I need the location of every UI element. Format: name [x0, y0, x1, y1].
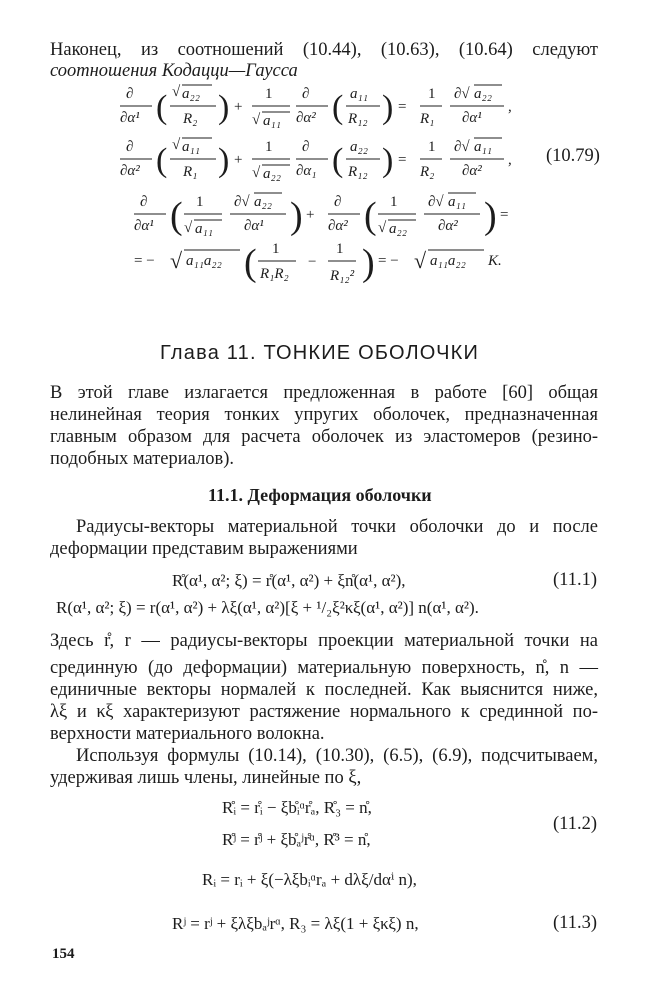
svg-text:+: +: [234, 152, 243, 168]
equation-11-1-line-1: R̊(α¹, α²; ξ) = r̊(α¹, α²) + ξn̊(α¹, α²),: [172, 571, 406, 590]
svg-text:): ): [290, 195, 303, 237]
svg-text:√: √: [378, 220, 387, 236]
svg-text:=: =: [398, 99, 407, 115]
svg-text:(: (: [332, 142, 344, 179]
paragraph-2-line-2: срединную (до деформации) материальную поверхность, n̊, n —: [50, 658, 598, 678]
svg-text:a₂₂: a₂₂: [350, 139, 368, 155]
svg-text:K.: K.: [488, 253, 502, 269]
svg-text:=: =: [398, 152, 407, 168]
equation-row-1: [120, 84, 512, 129]
equation-11-2-line-2: R̊ʲ = r̊ʲ + ξb̊ₐʲr̊ᵅ, R̊³ = n̊,: [222, 830, 371, 849]
svg-text:): ): [218, 89, 230, 126]
intro-line-1: Наконец, из соотношений (10.44), (10.63), (10.64) следуют: [50, 40, 598, 60]
svg-text:∂α¹: ∂α¹: [134, 218, 154, 234]
svg-text:∂: ∂: [302, 139, 310, 155]
svg-text:+: +: [234, 99, 243, 115]
svg-text:a₁₁: a₁₁: [263, 113, 281, 129]
svg-text:a₁₁: a₁₁: [195, 221, 213, 237]
svg-text:∂√: ∂√: [234, 194, 250, 210]
svg-text:√: √: [252, 112, 261, 128]
svg-text:1: 1: [390, 194, 398, 210]
svg-text:∂√: ∂√: [454, 139, 470, 155]
chapter-title: Глава 11. ТОНКИЕ ОБОЛОЧКИ: [160, 342, 480, 364]
svg-text:a₁₁: a₁₁: [350, 86, 368, 102]
svg-text:R₂: R₂: [420, 164, 435, 180]
svg-text:R₂: R₂: [183, 111, 198, 127]
svg-text:,: ,: [508, 152, 512, 168]
svg-text:a₁₁a₂₂: a₁₁a₂₂: [430, 253, 466, 269]
svg-text:): ): [382, 89, 394, 126]
svg-text:√: √: [172, 137, 181, 153]
svg-text:+: +: [306, 207, 315, 223]
svg-text:a₂₂: a₂₂: [254, 194, 272, 210]
svg-text:∂: ∂: [302, 86, 310, 102]
svg-text:a₁₁: a₁₁: [448, 194, 466, 210]
svg-text:1: 1: [428, 86, 436, 102]
svg-text:√: √: [170, 248, 183, 273]
paragraph-3-line-2: удерживая лишь члены, линейные по ξ,: [50, 768, 362, 788]
svg-text:1: 1: [265, 86, 273, 102]
equation-11-3-line-2: Rʲ = rʲ + ξλξbₐʲrᵅ, R₃ = λξ(1 + ξκξ) n,: [172, 914, 419, 933]
paragraph-2-line-3: единичные векторы нормалей к последней. Как выяснится ниже,: [50, 680, 598, 700]
svg-text:1: 1: [428, 139, 436, 155]
svg-text:(: (: [156, 142, 168, 179]
svg-text:(: (: [170, 195, 183, 237]
svg-text:∂: ∂: [140, 194, 148, 210]
svg-text:∂α²: ∂α²: [120, 163, 140, 179]
equation-row-2: [120, 137, 512, 182]
equation-11-2-line-1: R̊ᵢ = r̊ᵢ − ξb̊ᵢᵅr̊ₐ, R̊₃ = n̊,: [222, 798, 372, 817]
svg-text:a₁₁: a₁₁: [474, 139, 492, 155]
codazzi-gauss-equations: [0, 82, 659, 302]
svg-text:√: √: [184, 220, 193, 236]
equation-row-4: [134, 241, 502, 284]
chapter-intro-line-3: главным образом для расчета оболочек из эластомеров (резино-: [50, 427, 598, 447]
svg-text:R₁: R₁: [183, 164, 198, 180]
equation-number-11-3: (11.3): [553, 913, 598, 933]
svg-text:∂α¹: ∂α¹: [462, 110, 482, 126]
svg-text:∂α²: ∂α²: [438, 218, 458, 234]
svg-text:∂: ∂: [334, 194, 342, 210]
svg-text:∂α¹: ∂α¹: [244, 218, 264, 234]
svg-text:∂α₁: ∂α₁: [296, 163, 317, 179]
page-number: 154: [52, 946, 75, 962]
equation-number-11-2: (11.2): [553, 814, 598, 834]
svg-text:−: −: [308, 254, 317, 270]
paragraph-2-line-5: верхности материального волокна.: [50, 724, 325, 744]
svg-text:(: (: [156, 89, 168, 126]
svg-text:∂√: ∂√: [428, 194, 444, 210]
svg-text:√: √: [414, 248, 427, 273]
svg-text:R₁R₂: R₁R₂: [260, 266, 289, 282]
svg-text:= −: = −: [378, 253, 399, 269]
svg-text:=: =: [500, 207, 509, 223]
svg-text:a₂₂: a₂₂: [474, 86, 492, 102]
svg-text:R₁: R₁: [420, 111, 435, 127]
chapter-intro-line-1: В этой главе излагается предложенная в работе [60] общая: [50, 383, 598, 403]
svg-text:(: (: [332, 89, 344, 126]
svg-text:1: 1: [336, 241, 344, 257]
svg-text:∂: ∂: [126, 86, 134, 102]
svg-text:): ): [484, 195, 497, 237]
paragraph-2-line-1: Здесь r̊, r — радиусы-векторы проекции материальной точки на: [50, 631, 598, 651]
paragraph-2-line-4: λξ и κξ характеризуют растяжение нормального к срединной по-: [50, 702, 598, 722]
svg-text:1: 1: [196, 194, 204, 210]
chapter-intro-line-2: нелинейная теория тонких упругих оболочек, предназначенная: [50, 405, 598, 425]
paragraph-1-line-1: Радиусы-векторы материальной точки оболочки до и после: [76, 517, 598, 537]
svg-text:): ): [382, 142, 394, 179]
svg-text:1: 1: [272, 241, 280, 257]
svg-text:√: √: [252, 165, 261, 181]
svg-text:√: √: [172, 84, 181, 100]
svg-text:,: ,: [508, 99, 512, 115]
svg-text:R₁₂²: R₁₂²: [330, 268, 355, 284]
svg-text:∂√: ∂√: [454, 86, 470, 102]
svg-text:): ): [218, 142, 230, 179]
svg-text:a₁₁: a₁₁: [182, 139, 200, 155]
svg-text:∂α²: ∂α²: [462, 163, 482, 179]
svg-text:= −: = −: [134, 253, 155, 269]
paragraph-3-line-1: Используя формулы (10.14), (10.30), (6.5), (6.9), подсчитываем,: [76, 746, 598, 766]
equation-number-10-79: (10.79): [546, 146, 600, 166]
chapter-intro-line-4: подобных материалов).: [50, 449, 235, 469]
intro-line-2: соотношения Кодацци—Гаусса: [50, 61, 298, 81]
equation-row-3: [134, 193, 508, 237]
svg-text:): ): [362, 242, 375, 284]
equation-number-11-1: (11.1): [553, 570, 598, 590]
svg-text:a₂₂: a₂₂: [389, 221, 407, 237]
paragraph-1-line-2: деформации представим выражениями: [50, 539, 358, 559]
equation-11-1-line-2: R(α¹, α²; ξ) = r(α¹, α²) + λξ(α¹, α²)[ξ + ¹/₂ξ²κξ(α¹, α²)] n(α¹, α²).: [56, 598, 479, 617]
svg-text:(: (: [244, 242, 257, 284]
svg-text:(: (: [364, 195, 377, 237]
section-title: 11.1. Деформация оболочки: [208, 485, 432, 505]
svg-text:R₁₂: R₁₂: [348, 111, 368, 127]
svg-text:∂α²: ∂α²: [296, 110, 316, 126]
svg-text:∂α²: ∂α²: [328, 218, 348, 234]
svg-text:a₂₂: a₂₂: [182, 86, 200, 102]
svg-text:∂: ∂: [126, 139, 134, 155]
svg-text:∂α¹: ∂α¹: [120, 110, 140, 126]
svg-text:1: 1: [265, 139, 273, 155]
svg-text:a₂₂: a₂₂: [263, 166, 281, 182]
svg-text:R₁₂: R₁₂: [348, 164, 368, 180]
equation-11-3-line-1: Rᵢ = rᵢ + ξ(−λξbᵢᵅrₐ + dλξ/dαⁱ n),: [202, 870, 417, 889]
svg-text:a₁₁a₂₂: a₁₁a₂₂: [186, 253, 222, 269]
